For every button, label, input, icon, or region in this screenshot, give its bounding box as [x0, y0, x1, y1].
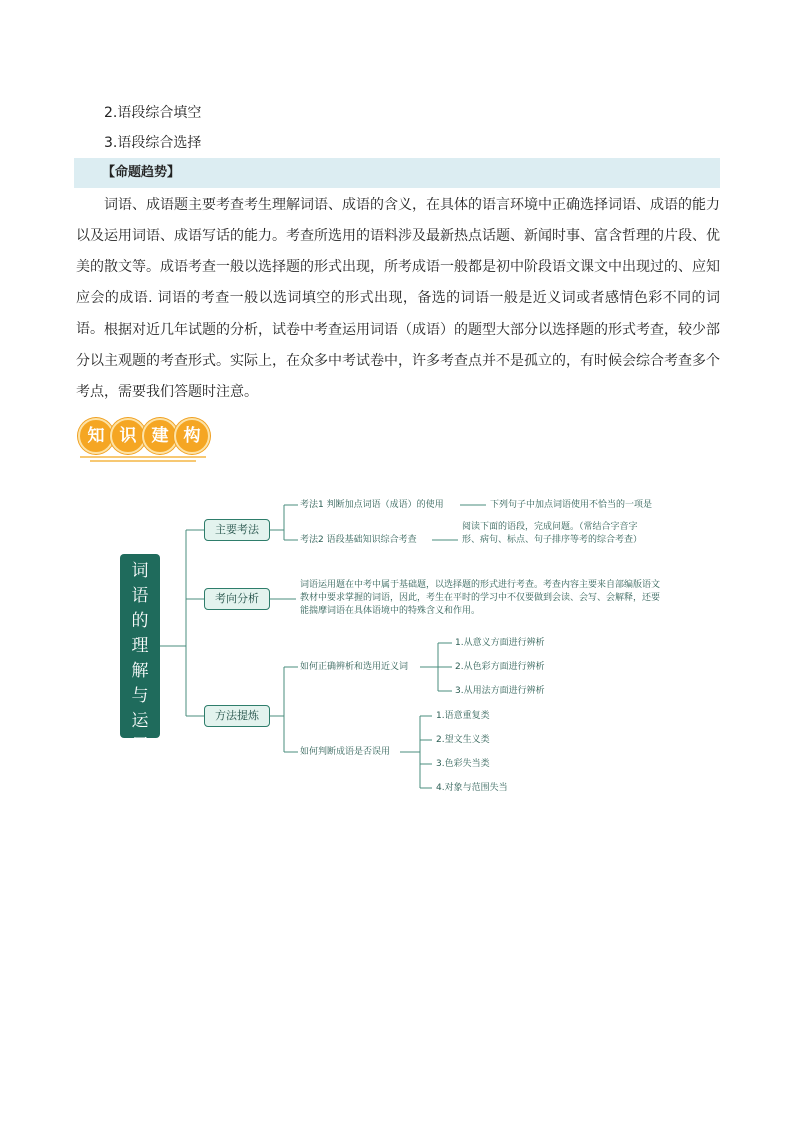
mindmap-synonym-item-3: 3.从用法方面进行辨析 [455, 686, 545, 696]
badge-char-1: 知 [78, 418, 114, 454]
badge-char-2: 识 [110, 418, 146, 454]
mindmap-idiom-item-3: 3.色彩失当类 [436, 759, 490, 769]
paragraph-2: 根据对近几年试题的分析，试卷中考查运用词语（成语）的题型大部分以选择题的形式考查，较少部分以主观题的考查形式。实际上，在众多中考试卷中，许多考查点并不是孤立的，有时候会综合考查多个考点，需要我们答题时注意。 [76, 322, 720, 400]
mindmap-branch-methods: 方法提炼 [204, 705, 270, 727]
mindmap-sub-idioms: 如何判断成语是否误用 [300, 747, 391, 757]
mindmap-idiom-item-2: 2.望文生义类 [436, 735, 490, 745]
mindmap-idiom-item-1: 1.语意重复类 [436, 711, 490, 721]
mindmap-analysis-text: 词语运用题在中考中属于基础题，以选择题的形式进行考查。考查内容主要来自部编版语文教材中要求掌握的词语，因此，考生在平时的学习中不仅要做到会读、会写、会解释，还要能揣摩词语在具体语境中的特殊含义和作用。 [300, 580, 661, 616]
mindmap-idiom-item-4: 4.对象与范围失当 [436, 783, 508, 793]
mindmap-branch-main-methods: 主要考法 [204, 519, 270, 541]
mindmap-sub-synonyms: 如何正确辨析和选用近义词 [300, 662, 409, 672]
mindmap-root-label: 词语的理解与运用 [131, 561, 149, 756]
mindmap-method-2-detail: 阅读下面的语段，完成问题。（常结合字音字形、病句、标点、句子排序等考的综合考查） [462, 522, 643, 545]
list-item-3: 3.语段综合选择 [104, 135, 202, 151]
mindmap-method-2: 考法2 语段基础知识综合考查 [300, 535, 417, 545]
section-title: 【命题趋势】 [102, 165, 181, 180]
paragraph-1: 词语、成语题主要考查考生理解词语、成语的含义，在具体的语言环境中正确选择词语、成语的能力以及运用词语、成语写话的能力。考查所选用的语料涉及最新热点话题、新闻时事、富含哲理的片段、优美的散文等。成语考查一般以选择题的形式出现，所考成语一般都是初中阶段语文课文中出现过的、应知应会的成语. 词语的考查一般以选词填空的形式出现，备选的词语一般是近义词或者感情色彩不同的词语。 [76, 197, 720, 337]
badge-char-3: 建 [142, 418, 178, 454]
mindmap-branch-analysis: 考向分析 [204, 588, 270, 610]
mindmap-synonym-item-1: 1.从意义方面进行辨析 [455, 638, 545, 648]
mindmap-root [120, 554, 160, 756]
list-item-2: 2.语段综合填空 [104, 105, 202, 121]
mindmap-synonym-item-2: 2.从色彩方面进行辨析 [455, 662, 545, 672]
mindmap-method-1-detail: 下列句子中加点词语使用不恰当的一项是 [490, 500, 653, 510]
badge-char-4: 构 [174, 418, 210, 454]
mindmap-method-1: 考法1 判断加点词语（成语）的使用 [300, 500, 444, 510]
